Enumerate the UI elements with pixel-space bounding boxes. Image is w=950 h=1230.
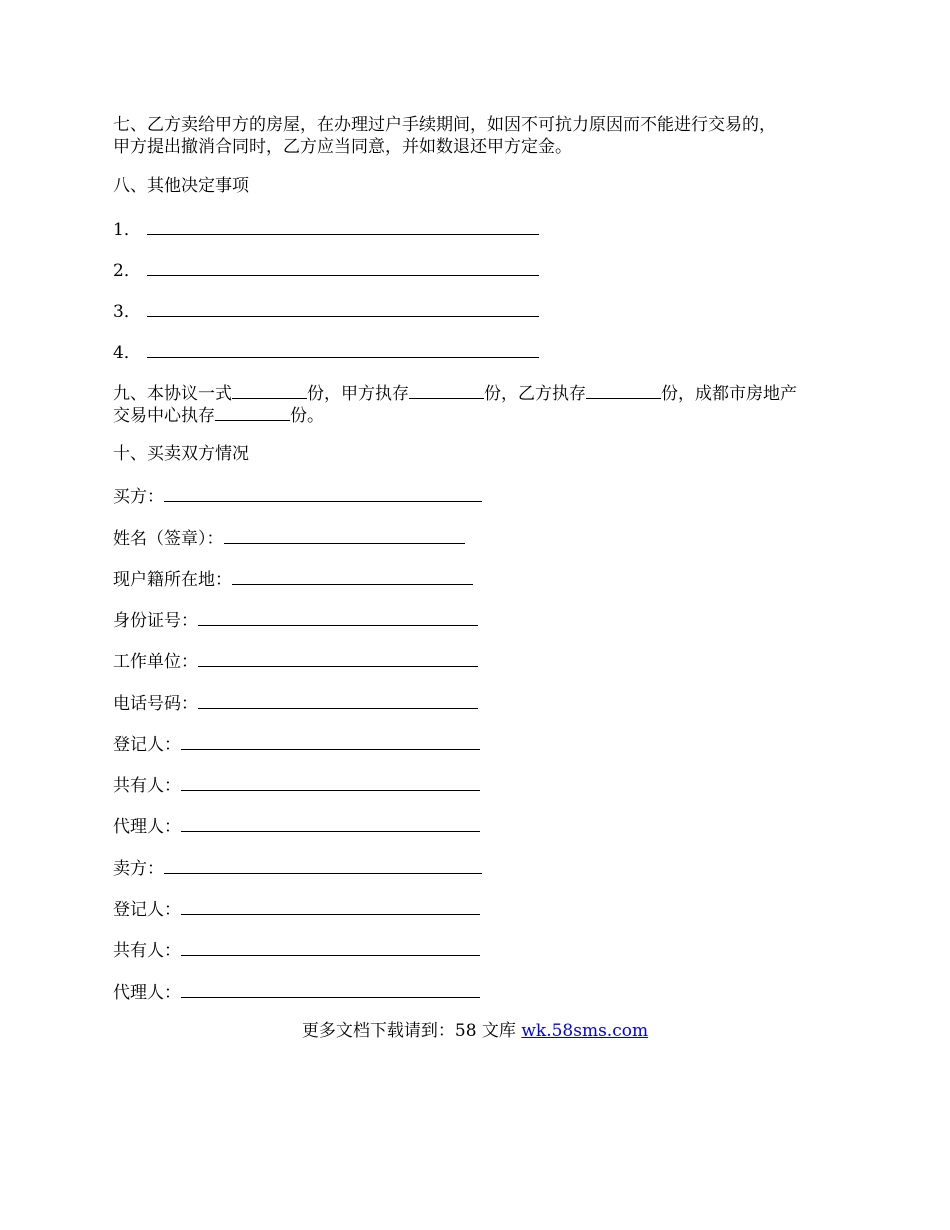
section-8-title: 八、其他决定事项 <box>113 176 249 196</box>
field-label: 工作单位： <box>113 652 198 672</box>
item-row-2 <box>113 257 539 282</box>
field-id-number <box>113 607 478 632</box>
blank-line[interactable] <box>147 339 539 358</box>
item-number: 1． <box>113 220 141 240</box>
field-blank[interactable] <box>181 979 480 998</box>
clause-9-text: 份。 <box>290 406 324 426</box>
field-registrant <box>113 731 480 756</box>
field-label: 登记人： <box>113 735 181 755</box>
field-blank[interactable] <box>181 813 480 832</box>
footer-text: 更多文档下载请到：58 文库 <box>301 1021 522 1041</box>
copies-party-b-blank[interactable] <box>586 380 661 399</box>
field-blank[interactable] <box>181 772 480 791</box>
blank-line[interactable] <box>147 216 539 235</box>
item-number: 2． <box>113 261 141 281</box>
field-employer <box>113 648 478 673</box>
field-label: 共有人： <box>113 776 181 796</box>
field-name-signature <box>113 525 465 550</box>
field-label: 共有人： <box>113 941 181 961</box>
field-phone <box>113 690 478 715</box>
field-seller-co-owner <box>113 937 480 962</box>
field-blank[interactable] <box>198 648 478 667</box>
clause-7-line-2: 甲方提出撤消合同时，乙方应当同意，并如数退还甲方定金。 <box>113 137 572 157</box>
copies-total-blank[interactable] <box>232 380 307 399</box>
field-seller-agent <box>113 979 480 1004</box>
field-label: 买方： <box>113 487 164 507</box>
copies-center-blank[interactable] <box>215 402 290 421</box>
field-blank[interactable] <box>232 566 473 585</box>
field-label: 电话号码： <box>113 694 198 714</box>
field-label: 卖方： <box>113 859 164 879</box>
field-blank[interactable] <box>164 855 482 874</box>
blank-line[interactable] <box>147 298 539 317</box>
clause-9-line-2 <box>113 402 324 427</box>
field-blank[interactable] <box>181 731 480 750</box>
item-row-4 <box>113 339 539 364</box>
copies-party-a-blank[interactable] <box>409 380 484 399</box>
field-blank[interactable] <box>181 896 480 915</box>
clause-9-text: 份，甲方执存 <box>307 384 409 404</box>
field-label: 代理人： <box>113 817 181 837</box>
item-row-1 <box>113 216 539 241</box>
footer <box>0 1020 950 1042</box>
clause-7-line-1: 七、乙方卖给甲方的房屋，在办理过户手续期间，如因不可抗力原因而不能进行交易的， <box>113 115 776 135</box>
footer-link[interactable]: wk.58sms.com <box>521 1021 649 1041</box>
field-label: 姓名（签章）： <box>113 529 224 549</box>
field-residence <box>113 566 473 591</box>
clause-9-text: 九、本协议一式 <box>113 384 232 404</box>
field-blank[interactable] <box>181 937 480 956</box>
clause-9-text: 交易中心执存 <box>113 406 215 426</box>
field-blank[interactable] <box>224 525 465 544</box>
clause-9-text: 份，成都市房地产 <box>661 384 797 404</box>
field-label: 现户籍所在地： <box>113 570 232 590</box>
field-blank[interactable] <box>164 483 482 502</box>
field-buyer <box>113 483 482 508</box>
item-row-3 <box>113 298 539 323</box>
field-seller <box>113 855 482 880</box>
field-label: 身份证号： <box>113 611 198 631</box>
blank-line[interactable] <box>147 257 539 276</box>
section-10-title: 十、买卖双方情况 <box>113 444 249 464</box>
field-co-owner <box>113 772 480 797</box>
field-blank[interactable] <box>198 690 478 709</box>
field-seller-registrant <box>113 896 480 921</box>
field-agent <box>113 813 480 838</box>
item-number: 3． <box>113 302 141 322</box>
item-number: 4． <box>113 343 141 363</box>
clause-9-text: 份，乙方执存 <box>484 384 586 404</box>
field-label: 代理人： <box>113 983 181 1003</box>
field-blank[interactable] <box>198 607 478 626</box>
field-label: 登记人： <box>113 900 181 920</box>
